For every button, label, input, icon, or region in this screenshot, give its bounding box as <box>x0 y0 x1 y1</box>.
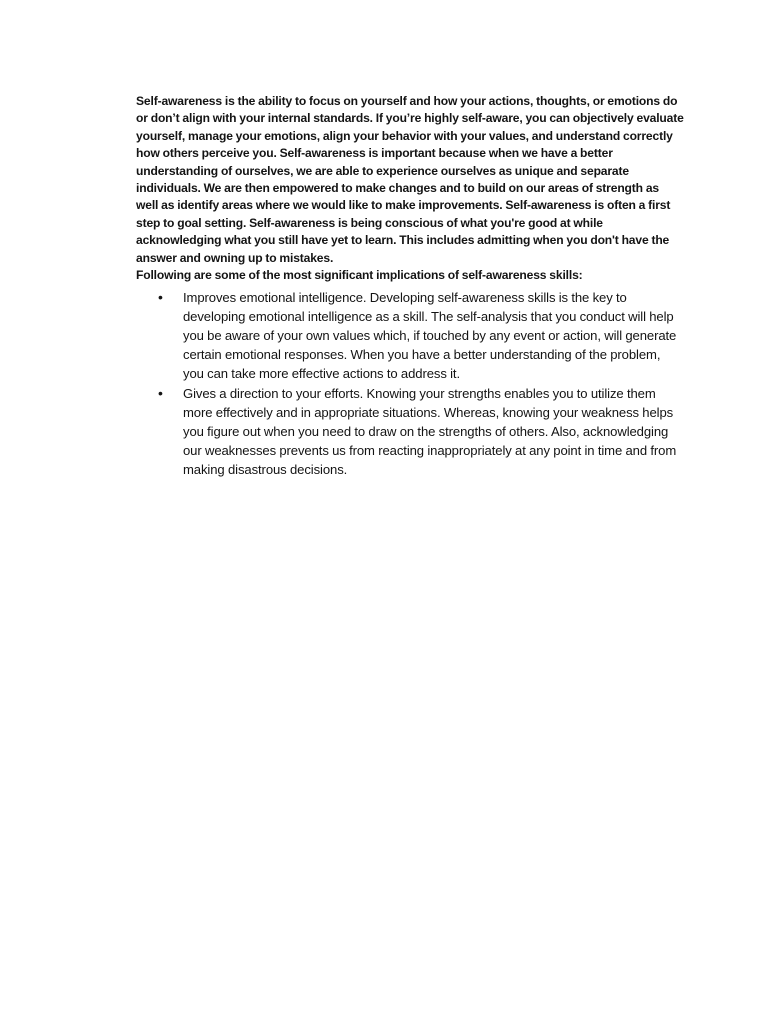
bullet-icon: • <box>158 289 163 306</box>
list-item-text: Improves emotional intelligence. Developing self-awareness skills is the key to developing emotional intelligence as a skill. The self-analysis that you conduct will help you be aware of your own values which, if touched by any event or action, will generate certain emotional responses. When you have a better understanding of the problem, you can take more effective actions to address it. <box>183 290 677 382</box>
implications-list <box>136 288 684 479</box>
document-body <box>136 93 684 479</box>
list-item <box>136 384 684 479</box>
list-item <box>136 288 684 383</box>
bullet-icon: • <box>158 384 163 401</box>
list-item-text: Gives a direction to your efforts. Knowing your strengths enables you to utilize them more effectively and in appropriate situations. Whereas, knowing your weakness helps you figure out when you need to draw on the strengths of others. Also, acknowledging our weaknesses prevents us from reacting inappropriately at any point in time and from making disastrous decisions. <box>183 385 677 477</box>
intro-paragraph: Self-awareness is the ability to focus on yourself and how your actions, thoughts, or emotions do or don’t align with your internal standards. If you’re highly self-aware, you can objectively evaluate yourself, manage your emotions, align your behavior with your values, and understand correctly how others perceive you. Self-awareness is important because when we have a better understanding of ourselves, we are able to experience ourselves as unique and separate individuals. We are then empowered to make changes and to build on our areas of strength as well as identify areas where we would like to make improvements. Self-awareness is often a first step to goal setting. Self-awareness is being conscious of what you're good at while acknowledging what you still have yet to learn. This includes admitting when you don't have the answer and owning up to mistakes. <box>136 94 684 265</box>
list-lead-sentence: Following are some of the most significant implications of self-awareness skills: <box>136 268 583 283</box>
